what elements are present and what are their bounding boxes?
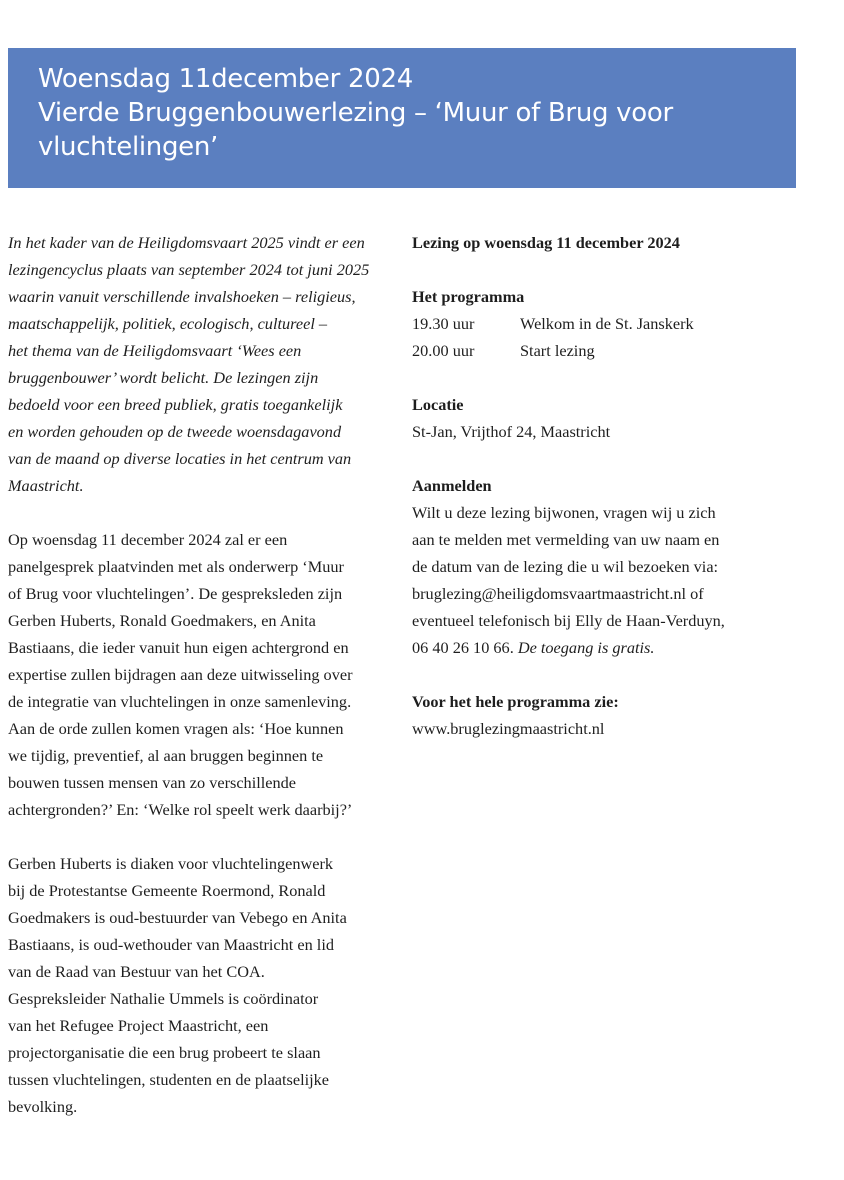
program-section: [412, 283, 832, 364]
phone-number: 06 40 26 10 66.: [412, 638, 514, 657]
speakers-line: tussen vluchtelingen, studenten en de plaatselijke: [8, 1070, 330, 1089]
register-line: aan te melden met vermelding van uw naam en: [412, 530, 720, 549]
speakers-line: Goedmakers is oud-bestuurder van Vebego en Anita: [8, 908, 347, 927]
panel-line: panelgesprek plaatvinden met als onderwerp ‘Muur: [8, 557, 344, 576]
register-heading: Aanmelden: [412, 476, 492, 495]
panel-line: Aan de orde zullen komen vragen als: ‘Hoe kunnen: [8, 719, 344, 738]
speakers-line: bij de Protestantse Gemeente Roermond, Ronald: [8, 881, 326, 900]
intro-line: lezingencyclus plaats van september 2024 tot juni 2025: [8, 260, 370, 279]
intro-line: In het kader van de Heiligdomsvaart 2025 vindt er een: [8, 233, 365, 252]
intro-line: maatschappelijk, politiek, ecologisch, cultureel –: [8, 314, 328, 333]
panel-line: we tijdig, preventief, al aan bruggen beginnen te: [8, 746, 324, 765]
speakers-line: bevolking.: [8, 1097, 78, 1116]
panel-line: Op woensdag 11 december 2024 zal er een: [8, 530, 288, 549]
banner-date: Woensdag 11december 2024: [38, 64, 413, 94]
register-phone-line: [412, 634, 832, 661]
panel-line: of Brug voor vluchtelingen’. De gespreksleden zijn: [8, 584, 343, 603]
intro-line: en worden gehouden op de tweede woensdagavond: [8, 422, 342, 441]
panel-line: Gerben Huberts, Ronald Goedmakers, en Anita: [8, 611, 316, 630]
program-time: 19.30 uur: [412, 314, 475, 333]
speakers-line: van de Raad van Bestuur van het COA.: [8, 962, 265, 981]
panel-line: achtergronden?’ En: ‘Welke rol speelt werk daarbij?’: [8, 800, 353, 819]
left-column: [8, 229, 400, 1147]
intro-line: het thema van de Heiligdomsvaart ‘Wees een: [8, 341, 302, 360]
speakers-paragraph: [8, 850, 400, 1120]
intro-paragraph: [8, 229, 400, 499]
intro-line: Maastricht.: [8, 476, 84, 495]
location-section: [412, 391, 832, 445]
register-line: eventueel telefonisch bij Elly de Haan-Verduyn,: [412, 611, 725, 630]
full-program-section: [412, 688, 832, 742]
speakers-line: van het Refugee Project Maastricht, een: [8, 1016, 269, 1035]
register-section: [412, 472, 832, 661]
program-heading: Het programma: [412, 287, 525, 306]
speakers-line: projectorganisatie die een brug probeert te slaan: [8, 1043, 321, 1062]
free-entry-note: De toegang is gratis.: [517, 638, 655, 657]
speakers-line: Gespreksleider Nathalie Ummels is coördinator: [8, 989, 319, 1008]
right-column: [412, 229, 832, 769]
intro-line: bedoeld voor een breed publiek, gratis toegankelijk: [8, 395, 343, 414]
lecture-heading: Lezing op woensdag 11 december 2024: [412, 233, 680, 252]
panel-paragraph: [8, 526, 400, 823]
panel-line: Bastiaans, die ieder vanuit hun eigen achtergrond en: [8, 638, 349, 657]
banner-title-line1: Vierde Bruggenbouwerlezing – ‘Muur of Brug voor: [38, 98, 673, 128]
full-program-heading: Voor het hele programma zie:: [412, 692, 619, 711]
program-desc: Start lezing: [520, 341, 595, 360]
intro-line: bruggenbouwer’ wordt belicht. De lezingen zijn: [8, 368, 319, 387]
banner-title-line2: vluchtelingen’: [38, 132, 219, 162]
register-line: de datum van de lezing die u wil bezoeken via:: [412, 557, 719, 576]
program-desc: Welkom in de St. Janskerk: [520, 314, 694, 333]
website-link: www.bruglezingmaastricht.nl: [412, 719, 605, 738]
intro-line: van de maand op diverse locaties in het centrum van: [8, 449, 352, 468]
lecture-section: [412, 229, 832, 256]
program-time: 20.00 uur: [412, 341, 475, 360]
title-banner: [8, 48, 796, 188]
intro-line: waarin vanuit verschillende invalshoeken – religieus,: [8, 287, 356, 306]
location-heading: Locatie: [412, 395, 464, 414]
panel-line: de integratie van vluchtelingen in onze samenleving.: [8, 692, 352, 711]
panel-line: bouwen tussen mensen van zo verschillende: [8, 773, 297, 792]
speakers-line: Gerben Huberts is diaken voor vluchtelingenwerk: [8, 854, 334, 873]
program-row: [412, 310, 832, 337]
location-text: St-Jan, Vrijthof 24, Maastricht: [412, 422, 611, 441]
speakers-line: Bastiaans, is oud-wethouder van Maastricht en lid: [8, 935, 334, 954]
register-line: Wilt u deze lezing bijwonen, vragen wij u zich: [412, 503, 716, 522]
program-row: [412, 337, 832, 364]
register-email: bruglezing@heiligdomsvaartmaastricht.nl of: [412, 584, 704, 603]
panel-line: expertise zullen bijdragen aan deze uitwisseling over: [8, 665, 353, 684]
